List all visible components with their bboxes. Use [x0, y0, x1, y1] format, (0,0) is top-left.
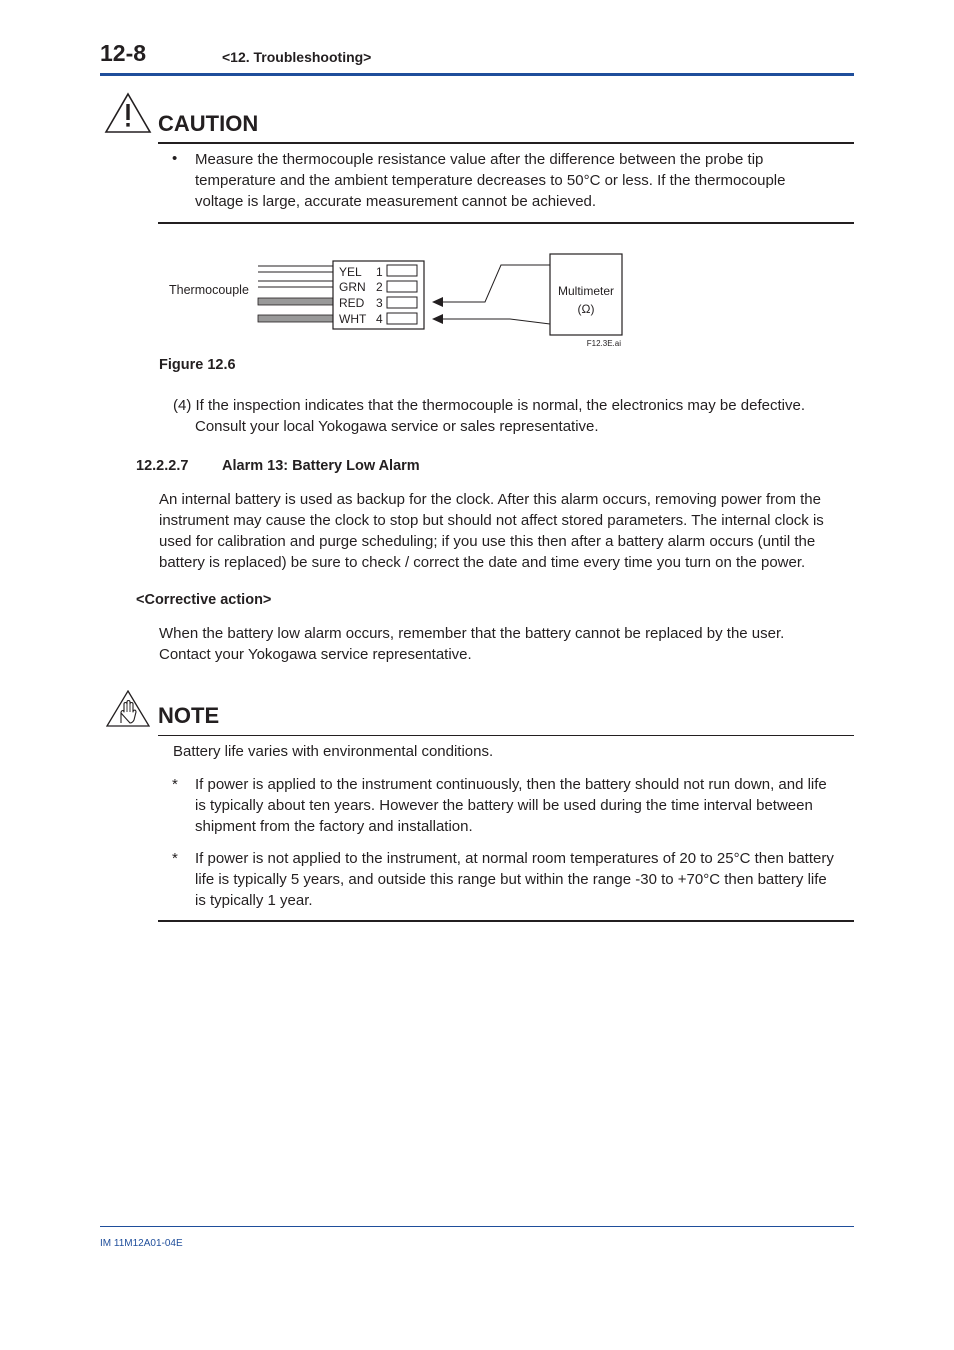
note-item-line: If power is not applied to the instrument, at normal room temperatures of 20 to 25°C then battery	[195, 850, 834, 867]
terminal-number: 4	[376, 312, 383, 326]
step-4-line: (4) If the inspection indicates that the thermocouple is normal, the electronics may be defective.	[173, 397, 805, 414]
note-top-rule	[158, 735, 854, 736]
thermocouple-wires	[258, 266, 333, 322]
figure-file-id: F12.3E.ai	[586, 339, 621, 348]
caution-line: voltage is large, accurate measurement cannot be achieved.	[195, 193, 597, 210]
note-item-marker: *	[172, 776, 178, 793]
note-bottom-rule	[158, 920, 854, 922]
caution-bullet: •	[172, 150, 178, 167]
terminal-number: 3	[376, 296, 383, 310]
note-hand-icon	[106, 690, 150, 728]
multimeter-unit: (Ω)	[577, 302, 595, 316]
note-title: NOTE	[158, 703, 220, 728]
corrective-line: When the battery low alarm occurs, remember that the battery cannot be replaced by the user.	[159, 625, 785, 642]
note-item-line: If power is applied to the instrument continuously, then the battery should not run down, and life	[195, 776, 827, 793]
note-item-line: is typically about ten years. However the battery will be used during the time interval between	[195, 797, 813, 814]
caution-top-rule	[158, 142, 854, 144]
figure-caption: Figure 12.6	[159, 357, 236, 373]
caution-line: Measure the thermocouple resistance value after the difference between the probe tip	[195, 151, 764, 168]
note-item-1	[195, 774, 855, 837]
caution-text	[195, 149, 855, 212]
caution-warning-icon	[104, 92, 152, 134]
terminal-screw	[387, 313, 417, 324]
section-paragraph	[159, 489, 859, 573]
page-number: 12-8	[100, 40, 147, 66]
paragraph-line: instrument may cause the clock to stop but should not affect stored parameters. The internal clock is	[159, 512, 824, 529]
chapter-running-head: <12. Troubleshooting>	[222, 49, 372, 65]
thermocouple-wiring-diagram	[160, 248, 640, 352]
section-number: 12.2.2.7	[136, 458, 189, 474]
footer-doc-id: IM 11M12A01-04E	[100, 1238, 183, 1249]
caution-line: temperature and the ambient temperature decreases to 50°C or less. If the thermocouple	[195, 172, 786, 189]
terminal-color-label: WHT	[339, 312, 367, 326]
caution-bottom-rule	[158, 222, 854, 224]
caution-title: CAUTION	[158, 111, 259, 136]
note-intro: Battery life varies with environmental conditions.	[173, 743, 494, 760]
note-item-line: life is typically 5 years, and outside this range but within the range -30 to +70°C then battery life	[195, 871, 827, 888]
step-4-line: Consult your local Yokogawa service or sales representative.	[195, 418, 599, 435]
terminal-screw	[387, 297, 417, 308]
note-item-2	[195, 848, 855, 911]
section-title: Alarm 13: Battery Low Alarm	[222, 458, 420, 474]
terminal-screw	[387, 265, 417, 276]
thermocouple-label: Thermocouple	[169, 283, 249, 297]
footer-rule	[100, 1226, 854, 1227]
terminal-number: 1	[376, 265, 383, 279]
terminal-screw	[387, 281, 417, 292]
corrective-line: Contact your Yokogawa service representative.	[159, 646, 472, 663]
note-item-line: shipment from the factory and installation.	[195, 818, 473, 835]
terminal-color-label: GRN	[339, 280, 366, 294]
note-item-line: is typically 1 year.	[195, 892, 313, 909]
step-4-text	[173, 395, 863, 437]
paragraph-line: battery is replaced) be sure to check / correct the date and time every time you turn on the power.	[159, 554, 806, 571]
terminal-color-label: RED	[339, 296, 365, 310]
paragraph-line: used for calibration and purge scheduling; if you use this then after a battery alarm occurs (until the	[159, 533, 816, 550]
note-item-marker: *	[172, 850, 178, 867]
paragraph-line: An internal battery is used as backup for the clock. After this alarm occurs, removing power from the	[159, 491, 821, 508]
terminal-number: 2	[376, 280, 383, 294]
corrective-action-text	[159, 623, 859, 665]
multimeter-label: Multimeter	[557, 284, 615, 298]
multimeter-probe-leads	[432, 265, 550, 324]
header-rule	[100, 73, 854, 76]
terminal-color-label: YEL	[339, 265, 362, 279]
corrective-action-title: <Corrective action>	[136, 592, 272, 608]
